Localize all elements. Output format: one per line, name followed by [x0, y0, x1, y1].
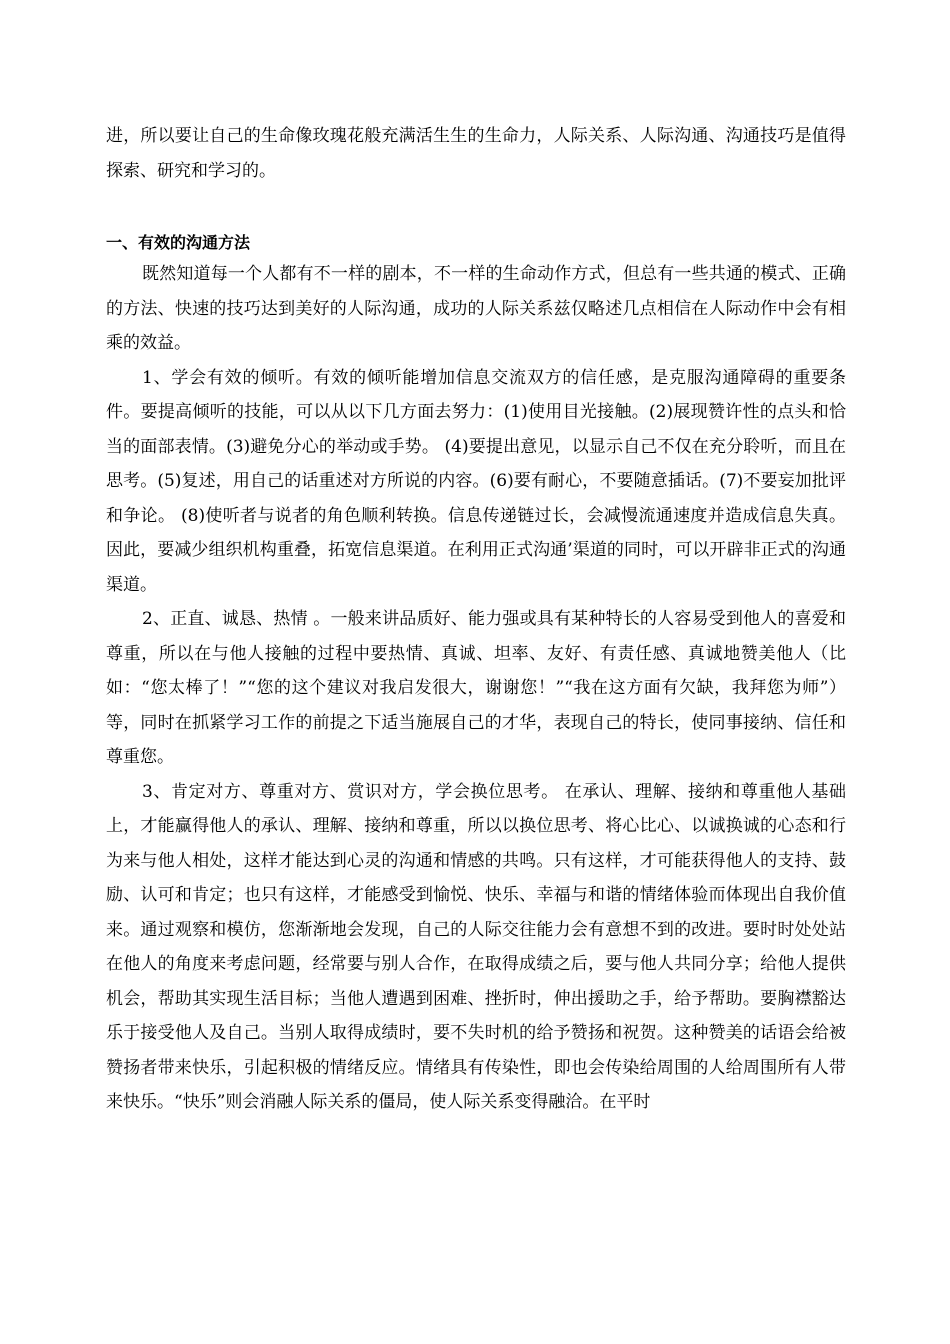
intro-paragraph: 进，所以要让自己的生命像玫瑰花般充满活生生的生命力，人际关系、人际沟通、沟通技巧是值得探索、研究和学习的。 [106, 126, 846, 181]
body-paragraph-honesty: 2、正直、诚恳、热情 。一般来讲品质好、能力强或具有某种特长的人容易受到他人的喜爱和尊重，所以在与他人接触的过程中要热情、真诚、坦率、友好、有责任感、真诚地赞美他人（比如：“您太棒了！”“您的这个建议对我启发很大，谢谢您！”“我在这方面有欠缺，我拜您为师”）等，同时在抓紧学习工作的前提之下适当施展自己的才华，表现自己的特长，使同事接纳、信任和尊重您。 [106, 609, 846, 767]
intro-paragraph-block [106, 119, 846, 188]
body-paragraph-intro: 既然知道每一个人都有不一样的剧本，不一样的生命动作方式，但总有一些共通的模式、正确的方法、快速的技巧达到美好的人际沟通，成功的人际关系兹仅略述几点相信在人际动作中会有相乘的效益。 [106, 264, 846, 353]
body-paragraph-listening: 1、学会有效的倾听。有效的倾听能增加信息交流双方的信任感，是克服沟通障碍的重要条件。要提高倾听的技能，可以从以下几方面去努力：(1)使用目光接触。(2)展现赞许性的点头和恰当的面部表情。(3)避免分心的举动或手势。 (4)要提出意见，以显示自己不仅在充分聆听，而且在思考。(5)复述，用自己的话重述对方所说的内容。(6)要有耐心，不要随意插话。(7)不要妄加批评和争论。 (8)使听者与说者的角色顺利转换。信息传递链过长，会减慢流通速度并造成信息失真。因此，要减少组织机构重叠，拓宽信息渠道。在利用正式沟通’渠道的同时，可以开辟非正式的沟通渠道。 [106, 367, 846, 595]
body-text-block [106, 257, 846, 1120]
section-heading: 一、有效的沟通方法 [106, 233, 251, 252]
body-paragraph-respect: 3、肯定对方、尊重对方、赏识对方，学会换位思考。 在承认、理解、接纳和尊重他人基础上，才能赢得他人的承认、理解、接纳和尊重，所以以换位思考、将心比心、以诚换诚的心态和行为来与他人相处，这样才能达到心灵的沟通和情感的共鸣。只有这样，才可能获得他人的支持、鼓励、认可和肯定；也只有这样，才能感受到愉悦、快乐、幸福与和谐的情绪体验而体现出自我价值来。通过观察和模仿，您渐渐地会发现，自己的人际交往能力会有意想不到的改进。要时时处处站在他人的角度来考虑问题，经常要与别人合作，在取得成绩之后，要与他人共同分享；给他人提供机会，帮助其实现生活目标；当他人遭遇到困难、挫折时，伸出援助之手，给予帮助。要胸襟豁达乐于接受他人及自己。当别人取得成绩时，要不失时机的给予赞扬和祝贺。这种赞美的话语会给被赞扬者带来快乐，引起积极的情绪反应。情绪具有传染性，即也会传染给周围的人给周围所有人带来快乐。“快乐”则会消融人际关系的僵局，使人际关系变得融洽。在平时 [106, 781, 846, 1112]
